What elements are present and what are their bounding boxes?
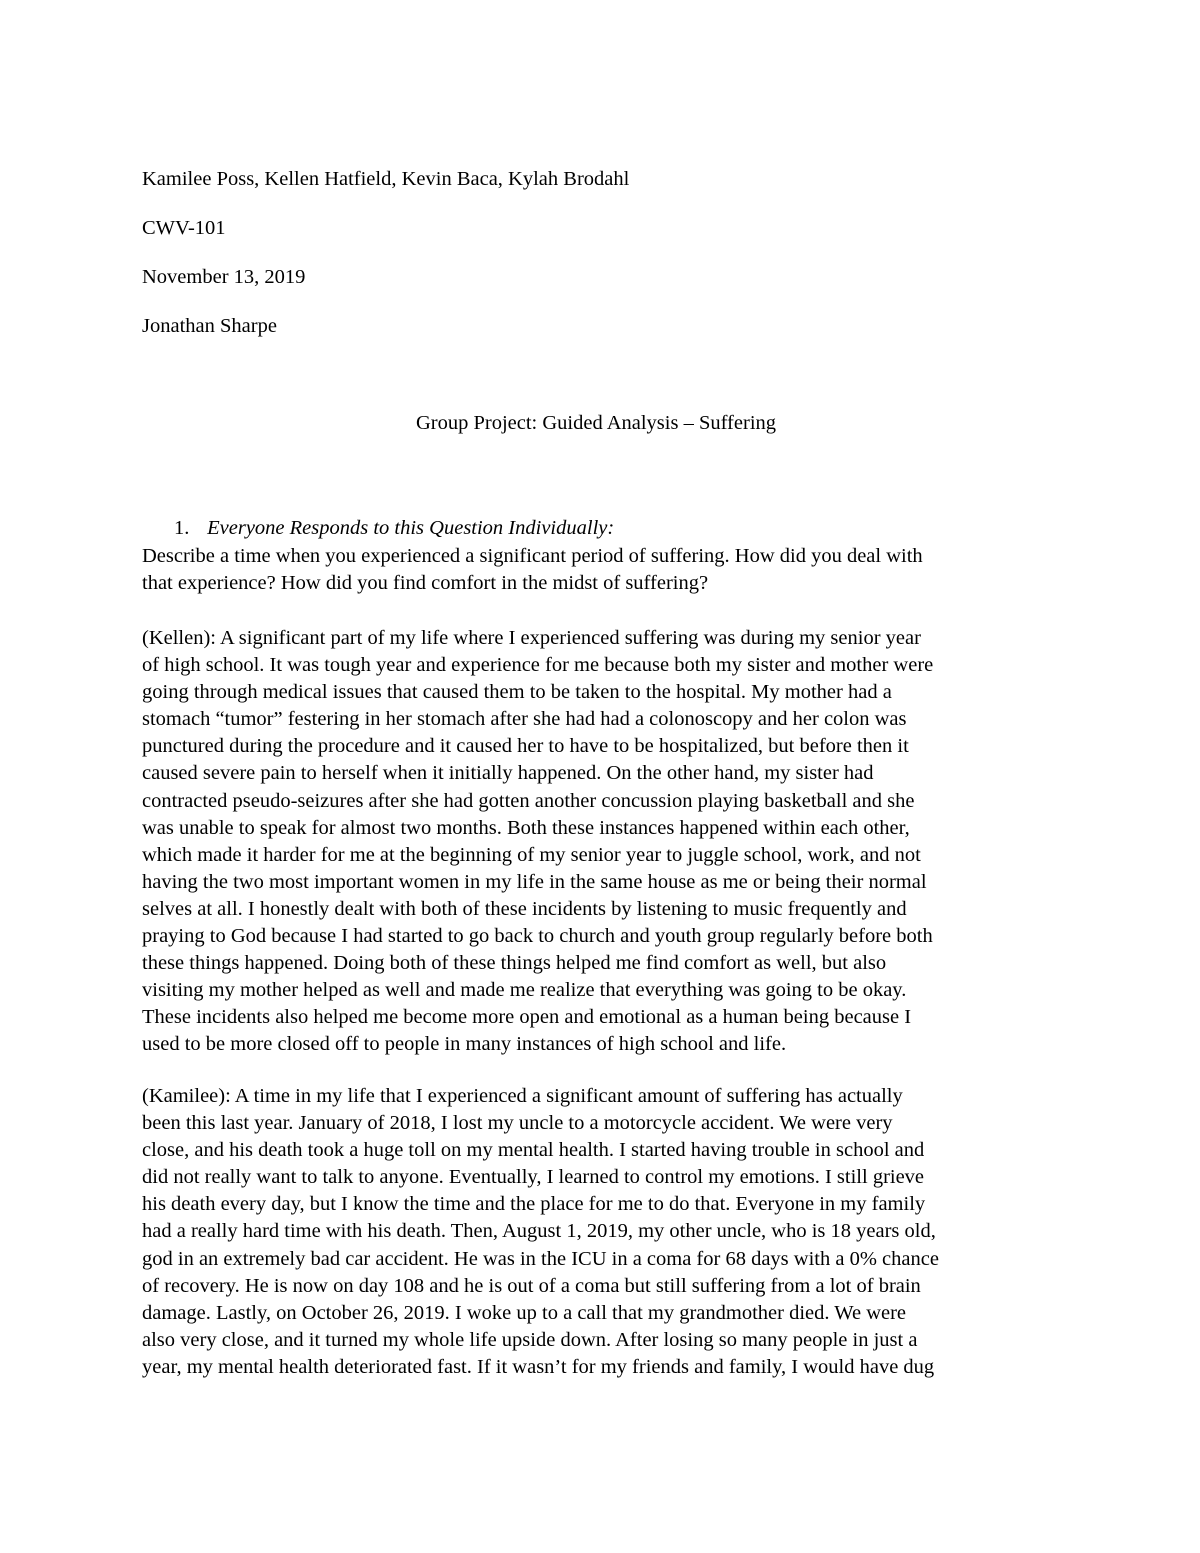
course-line: CWV-101 xyxy=(142,217,226,239)
response-line: (Kamilee): A time in my life that I experienced a significant amount of suffering has actually xyxy=(142,1085,903,1107)
response-line: punctured during the procedure and it caused her to have to be hospitalized, but before then it xyxy=(142,735,909,758)
question-number: 1. xyxy=(174,517,190,539)
response-line: (Kellen): A significant part of my life where I experienced suffering was during my senior year xyxy=(142,627,921,649)
response-line: close, and his death took a huge toll on my mental health. I started having trouble in school and xyxy=(142,1139,925,1162)
response-line: praying to God because I had started to go back to church and youth group regularly before both xyxy=(142,925,933,948)
response-line: damage. Lastly, on October 26, 2019. I woke up to a call that my grandmother died. We were xyxy=(142,1301,907,1324)
prompt-line: Describe a time when you experienced a significant period of suffering. How did you deal with xyxy=(142,545,923,567)
document-title: Group Project: Guided Analysis – Suffering xyxy=(415,412,777,434)
response-line: was unable to speak for almost two months. Both these instances happened within each other, xyxy=(142,816,910,839)
response-line: visiting my mother helped as well and made me realize that everything was going to be okay. xyxy=(142,979,907,1002)
response-line: used to be more closed off to people in many instances of high school and life. xyxy=(142,1033,787,1056)
question-heading-text: Everyone Responds to this Question Individually: xyxy=(207,517,615,539)
authors-line: Kamilee Poss, Kellen Hatfield, Kevin Baca, Kylah Brodahl xyxy=(142,168,630,190)
response-line: caused severe pain to herself when it initially happened. On the other hand, my sister had xyxy=(142,762,874,785)
response-line: been this last year. January of 2018, I lost my uncle to a motorcycle accident. We were very xyxy=(142,1112,893,1135)
response-line: his death every day, but I know the time and the place for me to do that. Everyone in my family xyxy=(142,1193,926,1216)
response-line: contracted pseudo-seizures after she had gotten another concussion playing basketball and she xyxy=(142,789,915,812)
kamilee-response xyxy=(142,1083,939,1381)
response-line: of recovery. He is now on day 108 and he is out of a coma but still suffering from a lot of brain xyxy=(142,1274,921,1297)
response-line: of high school. It was tough year and experience for me because both my sister and mother were xyxy=(142,654,934,677)
response-line: stomach “tumor” festering in her stomach after she had had a colonoscopy and her colon was xyxy=(142,708,907,731)
response-line: having the two most important women in my life in the same house as me or being their normal xyxy=(142,870,927,893)
response-line: year, my mental health deteriorated fast. If it wasn’t for my friends and family, I would have dug xyxy=(142,1355,935,1378)
response-line: had a really hard time with his death. Then, August 1, 2019, my other uncle, who is 18 years old, xyxy=(142,1220,936,1243)
response-line: which made it harder for me at the beginning of my senior year to juggle school, work, and not xyxy=(142,843,921,866)
response-line: god in an extremely bad car accident. He was in the ICU in a coma for 68 days with a 0% chance xyxy=(142,1247,939,1270)
question-heading xyxy=(174,516,614,540)
response-line: going through medical issues that caused them to be taken to the hospital. My mother had a xyxy=(142,681,892,704)
kellen-response xyxy=(142,625,933,1059)
date-line: November 13, 2019 xyxy=(142,266,306,288)
response-line: also very close, and it turned my whole life upside down. After losing so many people in just a xyxy=(142,1328,918,1351)
question-prompt xyxy=(142,543,923,597)
response-line: these things happened. Doing both of these things helped me find comfort as well, but also xyxy=(142,952,887,975)
response-line: selves at all. I honestly dealt with both of these incidents by listening to music frequently and xyxy=(142,897,907,920)
instructor-line: Jonathan Sharpe xyxy=(142,315,277,337)
response-line: did not really want to talk to anyone. Eventually, I learned to control my emotions. I still grieve xyxy=(142,1166,925,1189)
response-line: These incidents also helped me become more open and emotional as a human being because I xyxy=(142,1006,912,1029)
prompt-line: that experience? How did you find comfort in the midst of suffering? xyxy=(142,572,709,595)
